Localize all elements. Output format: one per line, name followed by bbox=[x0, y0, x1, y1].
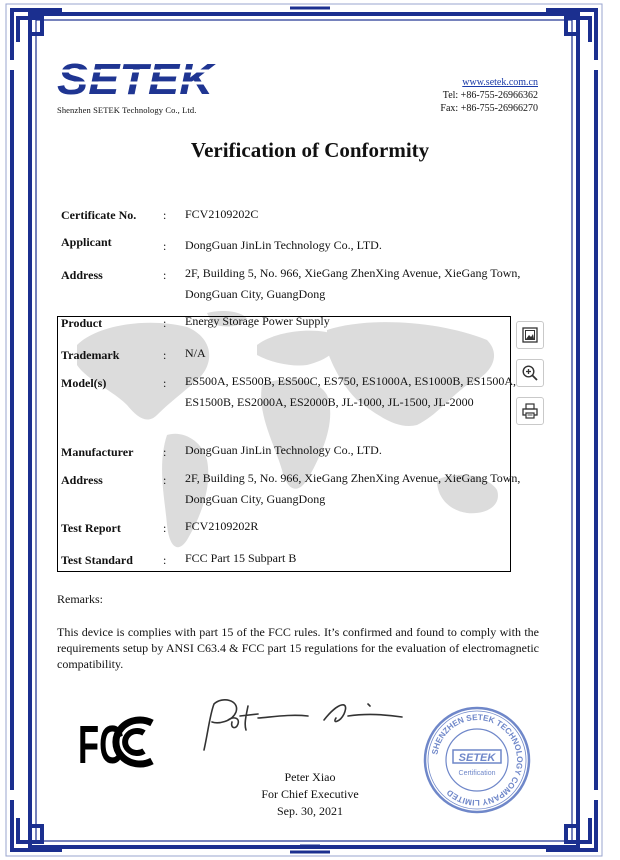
fcc-logo-letters: FC bbox=[78, 715, 124, 771]
manufacturer-address-value: 2F, Building 5, No. 966, XieGang ZhenXing Avenue, XieGang Town, DongGuan City, GuangDong bbox=[185, 471, 521, 506]
applicant-address-value: 2F, Building 5, No. 966, XieGang ZhenXing Avenue, XieGang Town, DongGuan City, GuangDong bbox=[185, 266, 521, 301]
colon: : bbox=[163, 473, 167, 487]
seal-ring-text: SHENZHEN SETEK TECHNOLOGY COMPANY LIMITED bbox=[430, 712, 525, 808]
colon: : bbox=[163, 376, 167, 390]
document-title: Verification of Conformity bbox=[190, 138, 430, 162]
fax-number: Fax: +86-755-26966270 bbox=[440, 103, 538, 114]
website-link[interactable]: www.setek.com.cn bbox=[462, 77, 538, 88]
test-standard-label: Test Standard bbox=[61, 553, 133, 567]
zoom-icon bbox=[521, 364, 539, 382]
seal-sub: Certification bbox=[458, 770, 496, 777]
colon: : bbox=[163, 239, 167, 253]
svg-text:SETEK: SETEK bbox=[57, 56, 217, 102]
tel-number: Tel: +86-755-26966362 bbox=[442, 90, 538, 101]
test-report-label: Test Report bbox=[61, 521, 121, 535]
models-value: ES500A, ES500B, ES500C, ES750, ES1000A, ES1000B, ES1500A, ES1500B, ES2000A, ES2000B, JL-1000, JL-1500, JL-2000 bbox=[185, 374, 517, 409]
test-standard-value: FCC Part 15 Subpart B bbox=[185, 551, 297, 565]
certificate-no-value: FCV2109202C bbox=[185, 207, 259, 221]
colon: : bbox=[163, 316, 167, 330]
signer-name: Peter Xiao bbox=[284, 770, 336, 784]
test-report-value: FCV2109202R bbox=[185, 519, 259, 533]
applicant-value: DongGuan JinLin Technology Co., LTD. bbox=[185, 238, 382, 252]
colon: : bbox=[163, 348, 167, 362]
models-label: Model(s) bbox=[61, 376, 107, 390]
company-seal bbox=[423, 706, 531, 814]
applicant-address-label: Address bbox=[61, 268, 103, 282]
print-button[interactable] bbox=[516, 397, 544, 425]
signature bbox=[192, 692, 432, 762]
sign-date: Sep. 30, 2021 bbox=[277, 804, 343, 818]
manufacturer-address-label: Address bbox=[61, 473, 103, 487]
seal-center: SETEK bbox=[458, 752, 496, 764]
product-label: Product bbox=[61, 316, 103, 330]
certificate-no-label: Certificate No. bbox=[61, 208, 137, 222]
product-value: Energy Storage Power Supply bbox=[185, 314, 330, 328]
colon: : bbox=[163, 553, 167, 567]
colon: : bbox=[163, 268, 167, 282]
setek-logo bbox=[57, 56, 217, 102]
colon: : bbox=[163, 445, 167, 459]
contact-block bbox=[440, 76, 538, 115]
manufacturer-label: Manufacturer bbox=[61, 445, 134, 459]
applicant-label: Applicant bbox=[61, 235, 112, 249]
signer-title: For Chief Executive bbox=[261, 787, 359, 801]
trademark-value: N/A bbox=[185, 346, 206, 360]
print-icon bbox=[521, 402, 539, 420]
colon: : bbox=[163, 208, 167, 222]
zoom-button[interactable] bbox=[516, 359, 544, 387]
manufacturer-value: DongGuan JinLin Technology Co., LTD. bbox=[185, 443, 382, 457]
colon: : bbox=[163, 521, 167, 535]
company-name: Shenzhen SETEK Technology Co., Ltd. bbox=[57, 105, 197, 115]
remarks-label: Remarks: bbox=[57, 592, 103, 606]
fcc-logo bbox=[78, 713, 158, 771]
image-icon bbox=[521, 326, 539, 344]
remarks-text: This device is complies with part 15 of the FCC rules. It’s confirmed and found to comply with the requirements setup by ANSI C63.4 & FCC part 15 regulations for the evaluation of electromagnetic compatibility. bbox=[57, 625, 539, 671]
trademark-label: Trademark bbox=[61, 348, 120, 362]
image-button[interactable] bbox=[516, 321, 544, 349]
